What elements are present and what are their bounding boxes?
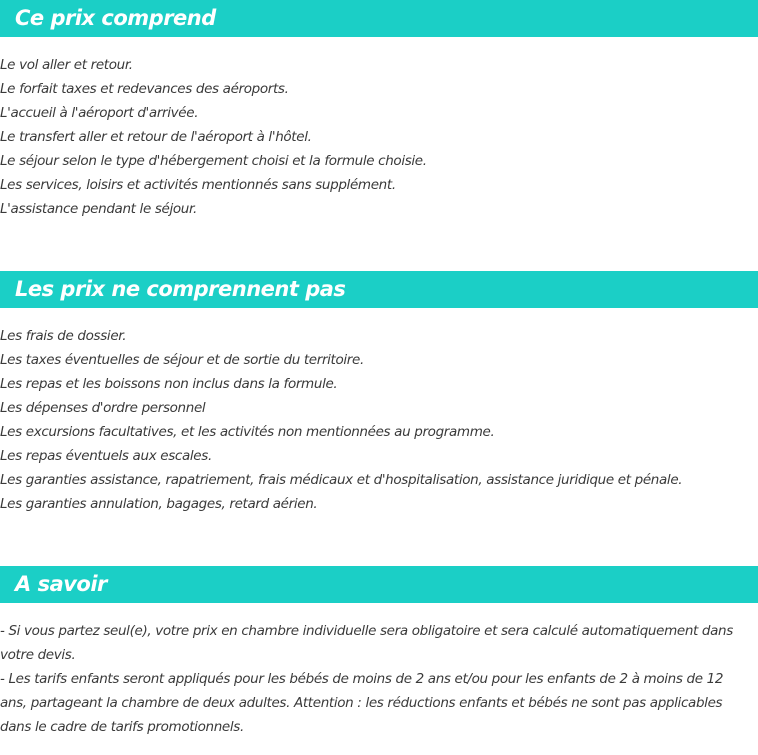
list-item: Les excursions facultatives, et les activités non mentionnées au programme.	[0, 424, 495, 440]
list-item: L'assistance pendant le séjour.	[0, 201, 197, 217]
info-paragraph: - Les tarifs enfants seront appliqués pour les bébés de moins de 2 ans et/ou pour les enfants de 2 à moins de 12 ans, partageant la chambre de deux adultes. Attention : les réductions enfants et bébés ne sont pas applicables dans le cadre de tarifs promotionnels.	[0, 671, 724, 735]
list-item: Les garanties annulation, bagages, retard aérien.	[0, 496, 318, 512]
list-item: Les frais de dossier.	[0, 328, 127, 344]
section-title: A savoir	[15, 572, 107, 596]
info-paragraph: - Si vous partez seul(e), votre prix en chambre individuelle sera obligatoire et sera calculé automatiquement dans votre devis.	[0, 623, 733, 663]
list-item: Les repas éventuels aux escales.	[0, 448, 212, 464]
list-item: Les dépenses d'ordre personnel	[0, 400, 206, 416]
section-title: Ce prix comprend	[15, 6, 216, 30]
list-item: L'accueil à l'aéroport d'arrivée.	[0, 105, 199, 121]
list-item: Les repas et les boissons non inclus dans la formule.	[0, 376, 338, 392]
list-item: Les services, loisirs et activités mentionnés sans supplément.	[0, 177, 396, 193]
list-item: Les garanties assistance, rapatriement, frais médicaux et d'hospitalisation, assistance juridique et pénale.	[0, 472, 683, 488]
section-header-good-to-know	[0, 566, 758, 603]
price-includes-list	[0, 53, 758, 221]
list-item: Le vol aller et retour.	[0, 57, 133, 73]
list-item: Les taxes éventuelles de séjour et de sortie du territoire.	[0, 352, 364, 368]
list-item: Le forfait taxes et redevances des aéroports.	[0, 81, 289, 97]
section-title: Les prix ne comprennent pas	[15, 277, 346, 301]
list-item: Le transfert aller et retour de l'aéroport à l'hôtel.	[0, 129, 312, 145]
list-item: Le séjour selon le type d'hébergement choisi et la formule choisie.	[0, 153, 427, 169]
price-excludes-list	[0, 324, 758, 516]
section-header-price-includes	[0, 0, 758, 37]
section-header-price-excludes	[0, 271, 758, 308]
good-to-know-text	[0, 619, 758, 739]
